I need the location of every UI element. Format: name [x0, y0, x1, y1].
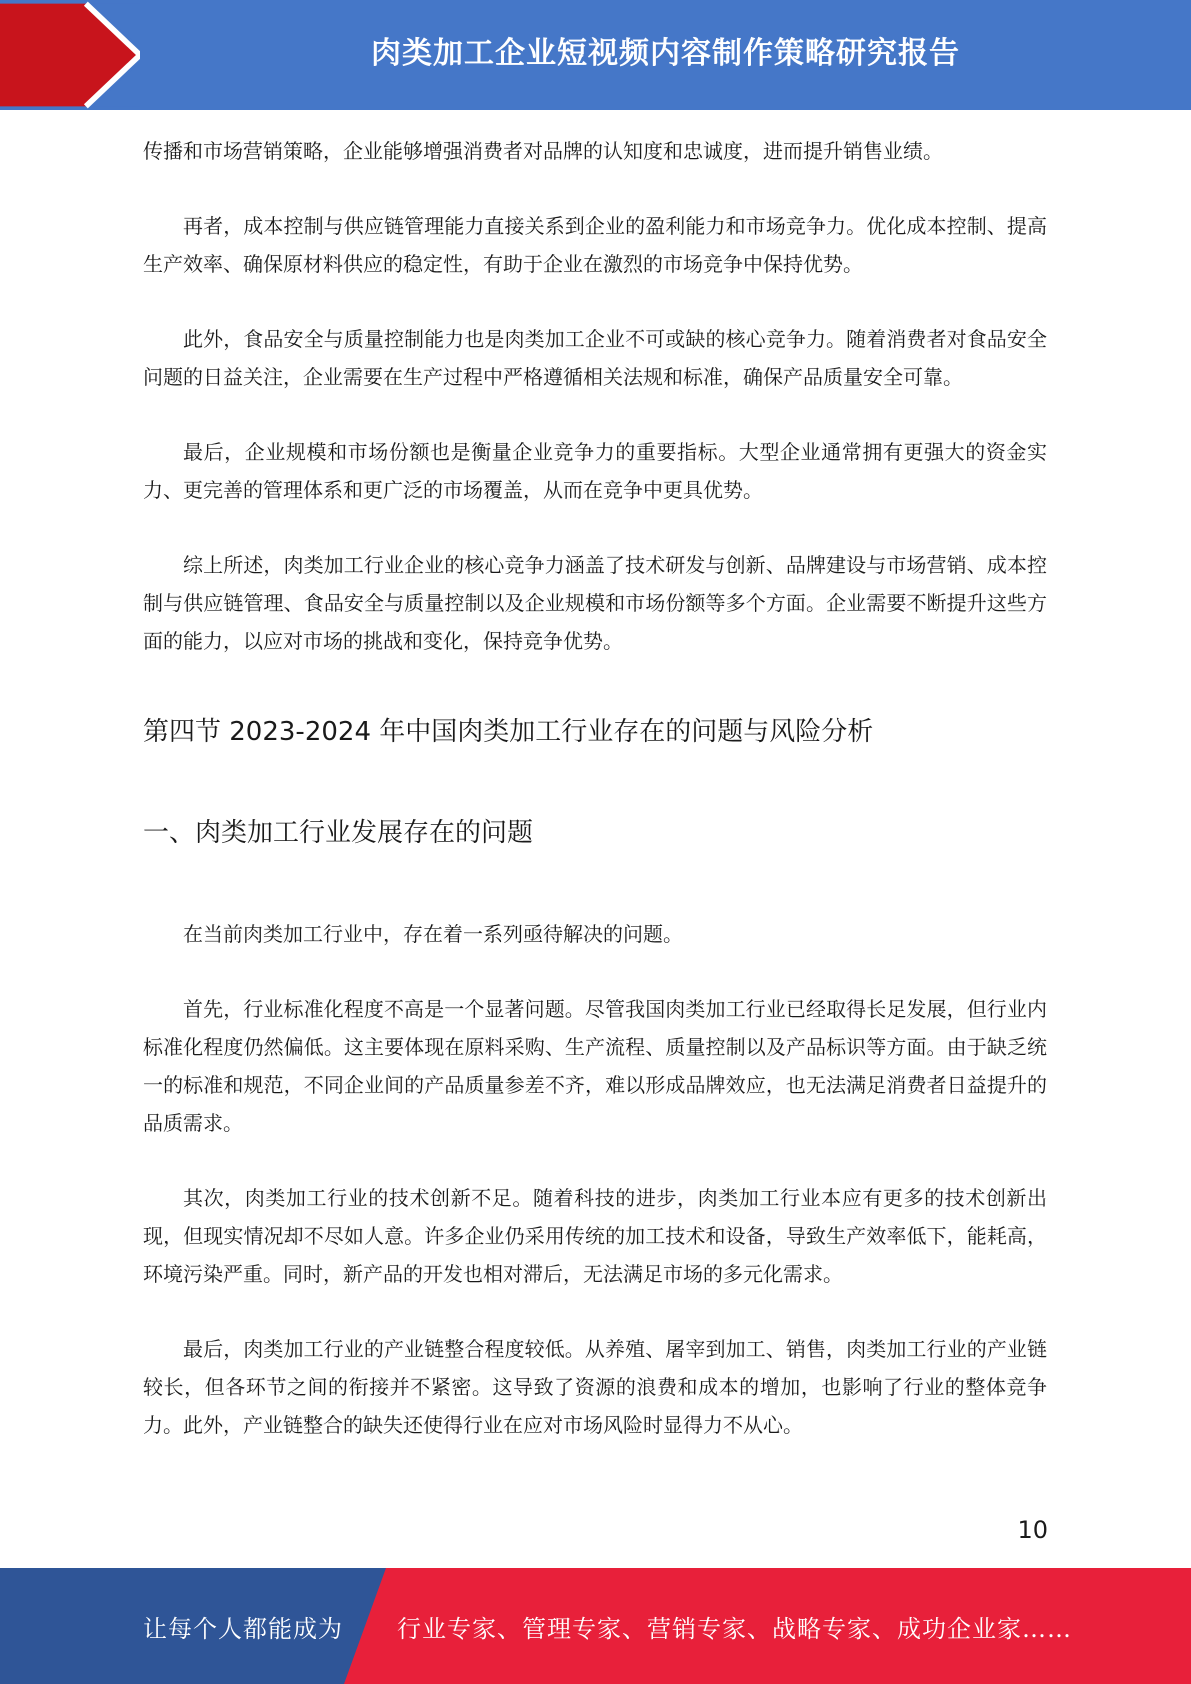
paragraph-cost-control: 再者，成本控制与供应链管理能力直接关系到企业的盈利能力和市场竞争力。优化成本控制、提高生产效率、确保原材料供应的稳定性，有助于企业在激烈的市场竞争中保持优势。 [143, 214, 1047, 276]
paragraph-intro-problems: 在当前肉类加工行业中，存在着一系列亟待解决的问题。 [183, 922, 683, 946]
paragraph-industry-chain: 最后，肉类加工行业的产业链整合程度较低。从养殖、屠宰到加工、销售，肉类加工行业的产业链较长，但各环节之间的衔接并不紧密。这导致了资源的浪费和成本的增加，也影响了行业的整体竞争力。此外，产业链整合的缺失还使得行业在应对市场风险时显得力不从心。 [143, 1337, 1047, 1437]
page-header [0, 0, 1191, 110]
document-body [143, 132, 1047, 1481]
paragraph-food-safety: 此外，食品安全与质量控制能力也是肉类加工企业不可或缺的核心竞争力。随着消费者对食品安全问题的日益关注，企业需要在生产过程中严格遵循相关法规和标准，确保产品质量安全可靠。 [143, 327, 1047, 389]
report-title: 肉类加工企业短视频内容制作策略研究报告 [371, 36, 960, 71]
sub-heading: 一、肉类加工行业发展存在的问题 [143, 818, 534, 848]
paragraph-scale-share: 最后，企业规模和市场份额也是衡量企业竞争力的重要指标。大型企业通常拥有更强大的资金实力、更完善的管理体系和更广泛的市场覆盖，从而在竞争中更具优势。 [143, 440, 1047, 502]
paragraph-standardization: 首先，行业标准化程度不高是一个显著问题。尽管我国肉类加工行业已经取得长足发展，但行业内标准化程度仍然偏低。这主要体现在原料采购、生产流程、质量控制以及产品标识等方面。由于缺乏统一的标准和规范，不同企业间的产品质量参差不齐，难以形成品牌效应，也无法满足消费者日益提升的品质需求。 [143, 997, 1047, 1135]
paragraph-innovation: 其次，肉类加工行业的技术创新不足。随着科技的进步，肉类加工行业本应有更多的技术创新出现，但现实情况却不尽如人意。许多企业仍采用传统的加工技术和设备，导致生产效率低下，能耗高，环境污染严重。同时，新产品的开发也相对滞后，无法满足市场的多元化需求。 [143, 1186, 1047, 1286]
paragraph-continuation: 传播和市场营销策略，企业能够增强消费者对品牌的认知度和忠诚度，进而提升销售业绩。 [143, 139, 943, 163]
footer-slogan-right: 行业专家、管理专家、营销专家、战略专家、成功企业家…… [397, 1614, 1072, 1643]
header-red-chevron-decoration [0, 0, 140, 110]
paragraph-summary: 综上所述，肉类加工行业企业的核心竞争力涵盖了技术研发与创新、品牌建设与市场营销、成本控制与供应链管理、食品安全与质量控制以及企业规模和市场份额等多个方面。企业需要不断提升这些方面的能力，以应对市场的挑战和变化，保持竞争优势。 [143, 553, 1047, 653]
page-number: 10 [1017, 1516, 1048, 1544]
section-heading: 第四节 2023-2024 年中国肉类加工行业存在的问题与风险分析 [143, 717, 874, 747]
page-footer [0, 1568, 1191, 1684]
footer-slogan-left: 让每个人都能成为 [143, 1614, 343, 1643]
